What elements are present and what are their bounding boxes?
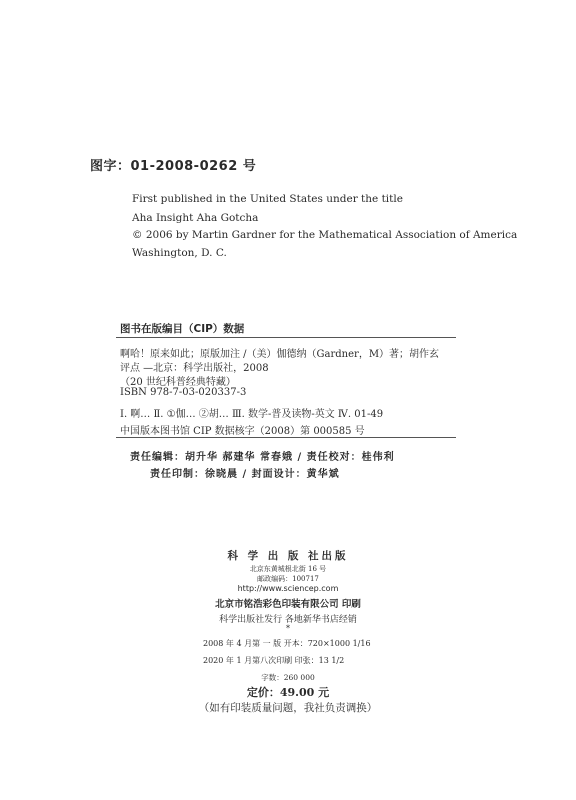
cip-line: （20 世纪科普经典特藏） bbox=[120, 377, 236, 388]
permit-number: 图字：01-2008-0262 号 bbox=[90, 159, 257, 174]
production-credits: 责任印制：徐晓晨 / 封面设计：黄华斌 bbox=[150, 469, 340, 480]
cip-classification: Ⅰ. 啊… Ⅱ. ①伽… ②胡… Ⅲ. 数学-普及读物-英文 Ⅳ. 01-49 bbox=[120, 409, 384, 420]
separator-mark: * bbox=[286, 624, 290, 633]
publisher-url: http://www.sciencep.com bbox=[237, 584, 339, 593]
cip-isbn: ISBN 978-7-03-020337-3 bbox=[120, 387, 247, 398]
divider bbox=[116, 337, 456, 338]
english-copyright-line: © 2006 by Martin Gardner for the Mathematical Association of America bbox=[132, 229, 518, 241]
publisher-zip: 邮政编码：100717 bbox=[257, 575, 319, 583]
divider bbox=[116, 437, 456, 438]
english-copyright-line: Washington, D. C. bbox=[132, 247, 227, 259]
printing-line: 2020 年 1 月第八次印刷 印张：13 1/2 bbox=[203, 656, 345, 665]
publisher-address: 北京东黄城根北街 16 号 bbox=[249, 565, 327, 573]
cip-title: 图书在版编目（CIP）数据 bbox=[120, 323, 245, 335]
cip-line: 啊哈！原来如此；原版加注 /（美）伽德纳（Gardner，M）著；胡作玄 bbox=[120, 349, 440, 360]
english-copyright-line: First published in the United States under the title bbox=[132, 193, 403, 205]
cip-record-number: 中国版本图书馆 CIP 数据核字（2008）第 000585 号 bbox=[120, 426, 365, 437]
editor-credits: 责任编辑：胡升华 郝建华 常春娥 / 责任校对：桂伟利 bbox=[130, 452, 395, 463]
word-count: 字数：260 000 bbox=[261, 673, 315, 682]
edition-line: 2008 年 4 月第 一 版 开本：720×1000 1/16 bbox=[203, 639, 371, 648]
printer-line: 北京市铭浩彩色印装有限公司 印刷 bbox=[215, 599, 361, 610]
quality-note: （如有印装质量问题，我社负责调换） bbox=[198, 702, 378, 714]
english-copyright-line: Aha Insight Aha Gotcha bbox=[132, 212, 259, 224]
cip-line: 评点 —北京：科学出版社，2008 bbox=[120, 363, 269, 374]
publisher-name: 科 学 出 版 社出版 bbox=[227, 550, 349, 562]
price: 定价：49.00 元 bbox=[246, 686, 330, 699]
distribution-line: 科学出版社发行 各地新华书店经销 bbox=[219, 615, 357, 625]
